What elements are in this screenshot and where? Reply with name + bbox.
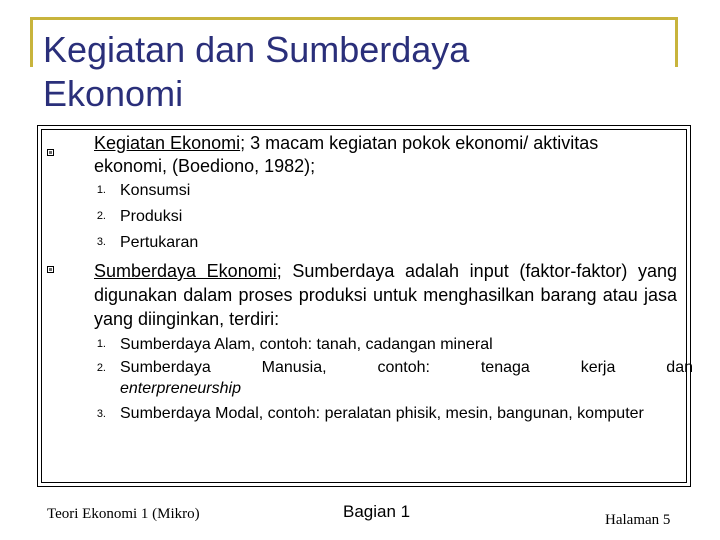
decorative-top-rule	[30, 17, 678, 20]
list-item-pertukaran: Pertukaran	[120, 234, 199, 251]
list-number: 1.	[96, 338, 106, 350]
sumberdaya-manusia-italic: enterpreneurship	[120, 380, 241, 397]
section-sumberdaya-paragraph	[94, 259, 677, 331]
list-item-sumberdaya-alam: Sumberdaya Alam, contoh: tanah, cadangan mineral	[120, 336, 493, 353]
section-kegiatan-paragraph	[94, 132, 654, 178]
footer-section-label: Bagian 1	[343, 502, 411, 521]
square-bullet-icon	[47, 149, 54, 156]
list-number: 3.	[96, 408, 106, 420]
list-item-sumberdaya-manusia	[120, 357, 693, 399]
list-item-sumberdaya-modal: Sumberdaya Modal, contoh: peralatan phisik, mesin, bangunan, komputer	[120, 405, 644, 422]
slide-title: Kegiatan dan Sumberdaya Ekonomi	[43, 29, 470, 114]
decorative-left-rule	[30, 17, 33, 67]
list-number: 1.	[96, 184, 106, 196]
list-number: 2.	[96, 362, 106, 374]
footer-page-number: Halaman 5	[605, 512, 671, 528]
list-number: 3.	[96, 236, 106, 248]
list-item-konsumsi: Konsumsi	[120, 182, 191, 199]
kegiatan-text: ; 3 macam kegiatan pokok ekonomi/ aktivitas ekonomi, (Boediono, 1982);	[94, 133, 599, 176]
sumberdaya-text: ; Sumberdaya adalah input (faktor-faktor) yang digunakan dalam proses produksi untuk menghasilkan barang atau jasa yang diinginkan, terdiri:	[94, 261, 678, 329]
footer-course-title: Teori Ekonomi 1 (Mikro)	[47, 506, 200, 522]
sumberdaya-manusia-text: Sumberdaya Manusia, contoh: tenaga kerja dan	[120, 359, 693, 376]
kegiatan-heading: Kegiatan Ekonomi	[94, 133, 241, 153]
list-item-produksi: Produksi	[120, 208, 183, 225]
sumberdaya-heading: Sumberdaya Ekonomi	[94, 261, 277, 281]
square-bullet-icon	[47, 266, 54, 273]
list-number: 2.	[96, 210, 106, 222]
decorative-right-rule	[675, 17, 678, 67]
